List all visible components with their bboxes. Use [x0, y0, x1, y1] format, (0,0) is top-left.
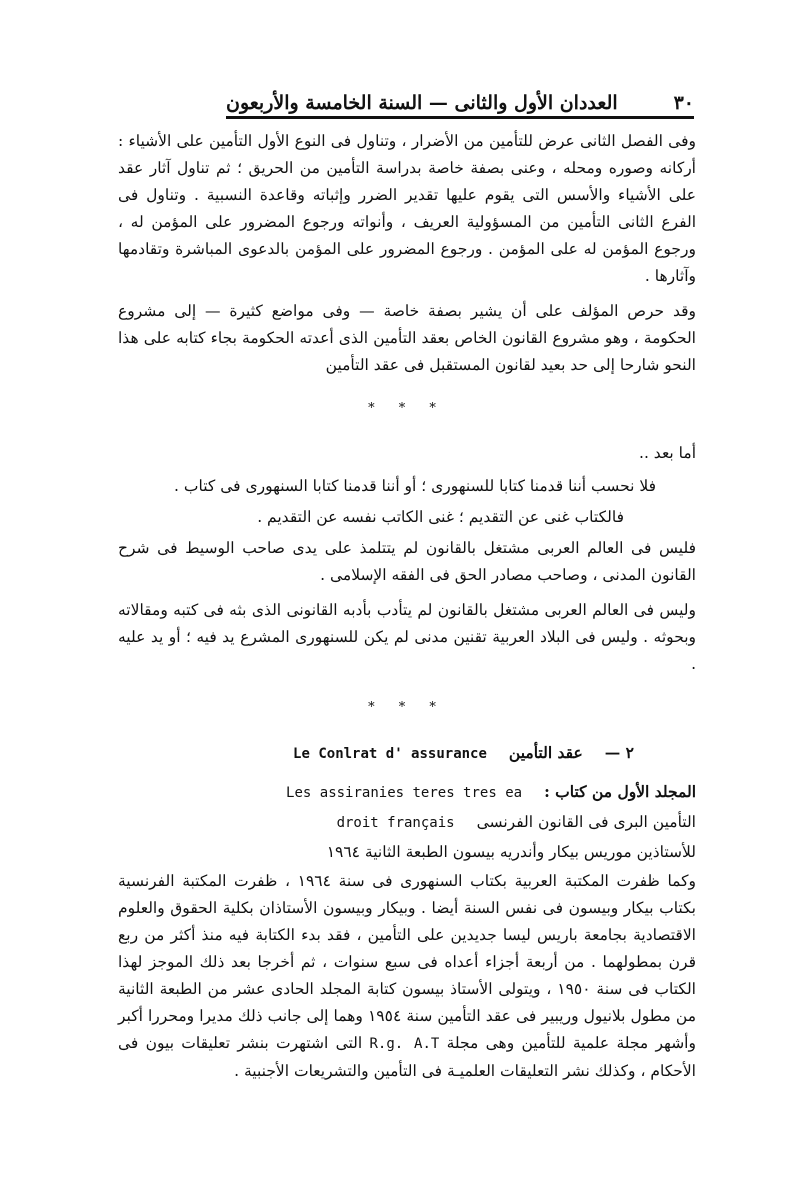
volume-french-title: Les assiranies teres tres ea: [286, 785, 523, 801]
running-title: العددان الأول والثانى — السنة الخامسة والأربعون: [226, 92, 618, 114]
authors-line: للأستاذين موريس بيكار وأندريه بيسون الطبعة الثانية ١٩٦٤: [326, 843, 696, 861]
paragraph-picard-besson-text: وكما ظفرت المكتبة العربية بكتاب السنهورى فى سنة ١٩٦٤ ، ظفرت المكتبة الفرنسية بكتاب بيكار وبيسون فى نفس السنة أيضا . وبيكار وبيسون الأستاذان بكلية الحقوق والعلوم الاقتصادية بجامعة باريس ليسا جديدين على التأمين ، فقد بدء الكتابة فيه منذ أكثر من ربع قرن بمطولهما . من أربعة أجزاء أعداه فى سبع سنوات ، ثم أخرجا بعد ذلك الموجز لهذا الكتاب فى سنة ١٩٥٠ ، ويتولى الأستاذ بيسون كتابة المجلد الحادى عشر من الطبعة الثانية من مطول بلانيول وريبير فى عقد التأمين سنة ١٩٥٤ وهما إلى جانب ذلك مديرا ومحررا أكبر وأشهر مجلة علمية للتأمين وهى مجلة: [118, 872, 697, 1052]
paragraph-government-draft: وقد حرص المؤلف على أن يشير بصفة خاصة — وفى مواضع كثيرة — إلى مشروع الحكومة ، وهو مشروع القانون الخاص بعقد التأمين الذى أعدته الحكومة بجاء كتابه على هذا النحو شارحا إلى حد بعيد لقانون المستقبل فى عقد التأمين: [118, 302, 696, 374]
section-separator: * * *: [368, 401, 446, 416]
paragraph-waseet: فليس فى العالم العربى مشتغل بالقانون لم يتتلمذ على يدى صاحب الوسيط فى شرح القانون المدنى ، وصاحب مصادر الحق فى الفقه الإسلامى .: [118, 539, 696, 584]
volume-line: [118, 778, 696, 807]
paragraph-damage-insurance: وفى الفصل الثانى عرض للتأمين من الأضرار ، وتناول فى النوع الأول التأمين على الأشياء : أركانه وصوره ومحله ، وعنى بصفة خاصة بدراسة التأمين من الحريق ؛ ثم تناول آثار عقد على الأشياء والأسس التى يقوم عليها تقدير الضرر وإثباته وقاعدة النسبية . وتناول فى الفرع الثانى التأمين من المسؤولية العريف ، وأنواته ورجوع المضرور على المؤمن له ، ورجوع المؤمن له على المؤمن . ورجوع المضرور على المؤمن بالدعوى المباشرة وتقادمها وآثارها .: [118, 132, 696, 285]
journal-abbreviation: R.g. A.T: [369, 1036, 440, 1052]
book-title-line: [118, 809, 696, 837]
section-heading: [118, 739, 696, 768]
page-header: [226, 80, 694, 114]
book-title-french: droit français: [336, 815, 455, 831]
intro-line-2: فالكتاب غنى عن التقديم ؛ غنى الكاتب نفسه عن التقديم .: [257, 508, 624, 526]
paragraph-legal-influence: وليس فى العالم العربى مشتغل بالقانون لم يتأدب بأدبه القانونى الذى بثه فى كتبه ومقالاته وبحوثه . وليس فى البلاد العربية تقنين مدنى لم يكن للسنهورى المشرع يد فيه ؛ أو يد عليه .: [118, 601, 696, 673]
intro-line-1: فلا نحسب أننا قدمنا كتابا للسنهورى ؛ أو أننا قدمنا كتابا السنهورى فى كتاب .: [174, 477, 656, 495]
book-title-arabic: التأمين البرى فى القانون الفرنسى: [476, 813, 696, 831]
section-title-arabic: عقد التأمين: [508, 743, 583, 762]
section-separator: * * *: [368, 700, 446, 715]
page-number: ٣٠: [673, 92, 694, 114]
page-body: [118, 128, 696, 1093]
section-number: ٢ —: [604, 743, 634, 762]
header-rule: [226, 116, 694, 119]
volume-label: المجلد الأول من كتاب :: [544, 782, 696, 801]
paragraph-picard-besson: [118, 868, 696, 1085]
paragraph-picard-besson-end: التى اشتهرت بنشر تعليقات بيون فى الأحكام ، وكذلك نشر التعليقات العلميـة فى التأمين والتشريعات الأجنبية .: [118, 1034, 696, 1080]
ama-baad: أما بعد ..: [639, 444, 696, 462]
section-title-french: Le Conlrat d' assurance: [293, 746, 487, 762]
